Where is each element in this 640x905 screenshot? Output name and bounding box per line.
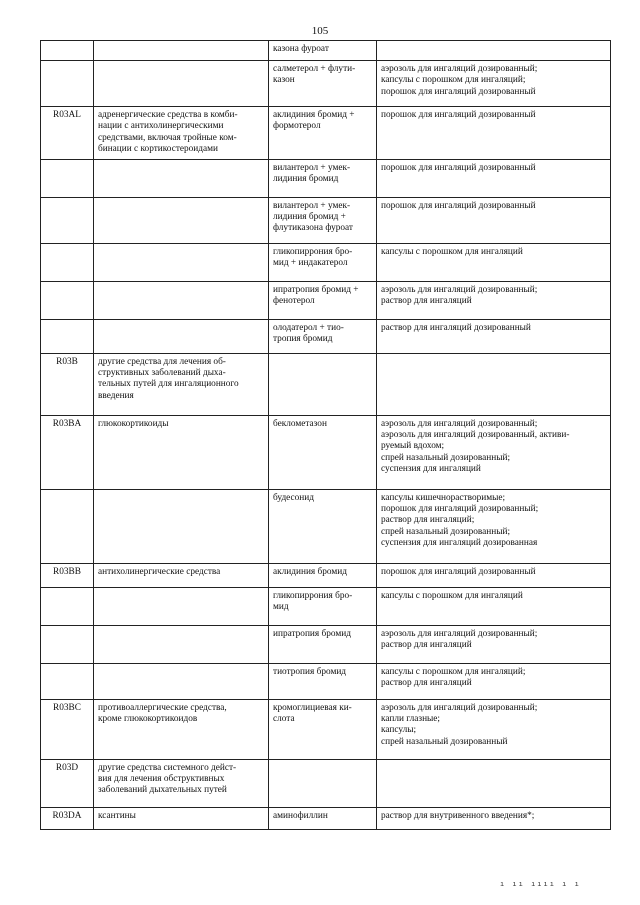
atc-code-cell — [41, 159, 94, 197]
dosage-form-cell: порошок для ингаляций дозированный — [377, 159, 611, 197]
atc-code-cell: R03B — [41, 353, 94, 415]
dosage-form-cell — [377, 41, 611, 61]
drug-name-cell: беклометазон — [269, 415, 377, 489]
table-row — [41, 807, 611, 829]
atc-code-cell — [41, 243, 94, 281]
dosage-form-cell: капсулы с порошком для ингаляций — [377, 587, 611, 625]
group-name-cell — [94, 587, 269, 625]
group-name-cell — [94, 159, 269, 197]
atc-code-cell: R03DA — [41, 807, 94, 829]
table-row — [41, 243, 611, 281]
group-name-cell: ксантины — [94, 807, 269, 829]
atc-code-cell — [41, 41, 94, 61]
table-row — [41, 353, 611, 415]
page-number: 105 — [311, 25, 329, 37]
group-name-cell — [94, 663, 269, 699]
group-name-cell — [94, 41, 269, 61]
dosage-form-cell: порошок для ингаляций дозированный — [377, 563, 611, 587]
dosage-form-cell: аэрозоль для ингаляций дозированный; капли глазные; капсулы; спрей назальный дозированный — [377, 699, 611, 759]
atc-code-cell: R03BB — [41, 563, 94, 587]
drug-name-cell: гликопиррония бро- мид + индакатерол — [269, 243, 377, 281]
group-name-cell — [94, 489, 269, 563]
atc-code-cell: R03BA — [41, 415, 94, 489]
drug-name-cell: аклидиния бромид + формотерол — [269, 107, 377, 160]
dosage-form-cell: капсулы с порошком для ингаляций; раствор для ингаляций — [377, 663, 611, 699]
group-name-cell: адренергические средства в комби- нации с антихолинергическими средствами, включая тройные ком- бинации с кортикостероидами — [94, 107, 269, 160]
drug-name-cell: вилантерол + умек- лидиния бромид — [269, 159, 377, 197]
atc-code-cell — [41, 489, 94, 563]
group-name-cell — [94, 197, 269, 243]
table-row — [41, 281, 611, 319]
table-row — [41, 625, 611, 663]
drug-name-cell: тиотропия бромид — [269, 663, 377, 699]
table-row — [41, 563, 611, 587]
group-name-cell: антихолинергические средства — [94, 563, 269, 587]
drug-table — [40, 40, 611, 830]
dosage-form-cell: порошок для ингаляций дозированный — [377, 197, 611, 243]
table-row — [41, 699, 611, 759]
dosage-form-cell: аэрозоль для ингаляций дозированный; раствор для ингаляций — [377, 281, 611, 319]
atc-code-cell — [41, 663, 94, 699]
drug-name-cell: казона фуроат — [269, 41, 377, 61]
dosage-form-cell: капсулы кишечнорастворимые; порошок для ингаляций дозированный; раствор для ингаляций; спрей назальный дозированный; суспензия для ингаляций дозированная — [377, 489, 611, 563]
dosage-form-cell: капсулы с порошком для ингаляций — [377, 243, 611, 281]
atc-code-cell — [41, 197, 94, 243]
table-row — [41, 319, 611, 353]
group-name-cell: другие средства системного дейст- вия для лечения обструктивных заболеваний дыхательных путей — [94, 759, 269, 807]
table-row — [41, 107, 611, 160]
group-name-cell — [94, 61, 269, 107]
group-name-cell: глюкокортикоиды — [94, 415, 269, 489]
drug-name-cell: вилантерол + умек- лидиния бромид + флутиказона фуроат — [269, 197, 377, 243]
atc-code-cell — [41, 281, 94, 319]
table-row — [41, 663, 611, 699]
dosage-form-cell: раствор для ингаляций дозированный — [377, 319, 611, 353]
atc-code-cell: R03D — [41, 759, 94, 807]
table-row — [41, 197, 611, 243]
dosage-form-cell — [377, 353, 611, 415]
atc-code-cell — [41, 319, 94, 353]
atc-code-cell — [41, 587, 94, 625]
drug-name-cell — [269, 759, 377, 807]
drug-name-cell: аминофиллин — [269, 807, 377, 829]
table-row — [41, 587, 611, 625]
drug-name-cell: олодатерол + тио- тропия бромид — [269, 319, 377, 353]
dosage-form-cell: порошок для ингаляций дозированный — [377, 107, 611, 160]
atc-code-cell — [41, 61, 94, 107]
drug-name-cell: салметерол + флути- казон — [269, 61, 377, 107]
dosage-form-cell — [377, 759, 611, 807]
drug-name-cell — [269, 353, 377, 415]
drug-name-cell: аклидиния бромид — [269, 563, 377, 587]
table-row — [41, 415, 611, 489]
group-name-cell — [94, 625, 269, 663]
atc-code-cell: R03AL — [41, 107, 94, 160]
group-name-cell — [94, 243, 269, 281]
drug-name-cell: кромоглициевая ки- слота — [269, 699, 377, 759]
dosage-form-cell: аэрозоль для ингаляций дозированный; аэрозоль для ингаляций дозированный, активи- руемый вдохом; спрей назальный дозированный; суспензия для ингаляций — [377, 415, 611, 489]
atc-code-cell — [41, 625, 94, 663]
table-row — [41, 759, 611, 807]
group-name-cell: противоаллергические средства, кроме глюкокортикоидов — [94, 699, 269, 759]
drug-name-cell: ипратропия бромид — [269, 625, 377, 663]
table-row — [41, 41, 611, 61]
dosage-form-cell: аэрозоль для ингаляций дозированный; капсулы с порошком для ингаляций; порошок для ингаляций дозированный — [377, 61, 611, 107]
table-row — [41, 159, 611, 197]
table-row — [41, 489, 611, 563]
scan-marks: ı ıı ıııı ı ı — [500, 880, 581, 888]
group-name-cell: другие средства для лечения об- структивных заболеваний дыха- тельных путей для ингаляционного введения — [94, 353, 269, 415]
group-name-cell — [94, 281, 269, 319]
drug-name-cell: ипратропия бромид + фенотерол — [269, 281, 377, 319]
drug-name-cell: будесонид — [269, 489, 377, 563]
dosage-form-cell: аэрозоль для ингаляций дозированный; раствор для ингаляций — [377, 625, 611, 663]
drug-name-cell: гликопиррония бро- мид — [269, 587, 377, 625]
table-row — [41, 61, 611, 107]
atc-code-cell: R03BC — [41, 699, 94, 759]
dosage-form-cell: раствор для внутривенного введения*; — [377, 807, 611, 829]
group-name-cell — [94, 319, 269, 353]
